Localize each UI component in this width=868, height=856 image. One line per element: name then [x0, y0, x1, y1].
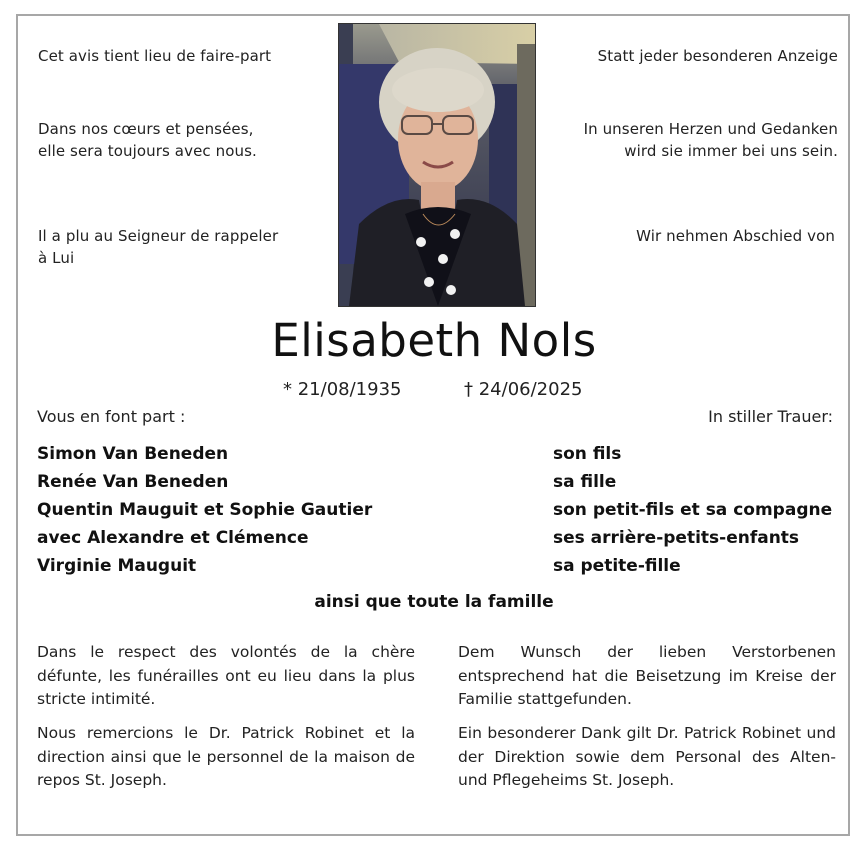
family-relation: son fils	[553, 444, 622, 464]
family-relation: ses arrière-petits-enfants	[553, 528, 800, 548]
family-member-name: Renée Van Beneden	[37, 472, 229, 492]
birth-date: * 21/08/1935	[283, 379, 402, 400]
announce-fr: Vous en font part :	[37, 407, 186, 426]
de-notice-line: Statt jeder besonderen Anzeige	[597, 47, 838, 65]
family-row	[37, 552, 837, 580]
death-date: † 24/06/2025	[464, 379, 583, 400]
announce-de: In stiller Trauer:	[708, 407, 833, 426]
family-member-name: Simon Van Beneden	[37, 444, 229, 464]
fr-quote-line-1: Dans nos cœurs et pensées,	[38, 120, 254, 138]
fr-paragraph-funeral: Dans le respect des volontés de la chère défunte, les funérailles ont eu lieu dans la plus stricte intimité.	[37, 643, 415, 708]
family-relation: son petit-fils et sa compagne	[553, 500, 833, 520]
fr-quote	[38, 118, 328, 162]
family-member-name: Virginie Mauguit	[37, 556, 197, 576]
family-closing: ainsi que toute la famille	[314, 592, 554, 612]
fr-paragraph-thanks: Nous remercions le Dr. Patrick Robinet et la direction ainsi que le personnel de la maison de repos St. Joseph.	[37, 724, 415, 789]
de-called-text: Wir nehmen Abschied von	[636, 227, 835, 245]
family-member-name: Quentin Mauguit et Sophie Gautier	[37, 500, 373, 520]
deceased-name: Elisabeth Nols	[271, 314, 597, 367]
family-member-name: avec Alexandre et Clémence	[37, 528, 309, 548]
family-row	[37, 524, 837, 552]
de-paragraph-funeral: Dem Wunsch der lieben Verstorbenen entsprechend hat die Beisetzung im Kreise der Familie stattgefunden.	[458, 643, 836, 708]
family-relation: sa petite-fille	[553, 556, 681, 576]
de-paragraph-thanks: Ein besonderer Dank gilt Dr. Patrick Robinet und der Direktion sowie dem Personal des Alten- und Pflegeheims St. Joseph.	[458, 724, 836, 789]
family-row	[37, 440, 837, 468]
portrait-photo	[338, 23, 536, 307]
family-row	[37, 496, 837, 524]
de-quote-line-1: In unseren Herzen und Gedanken	[583, 120, 838, 138]
fr-notice-line: Cet avis tient lieu de faire-part	[38, 47, 272, 65]
de-quote	[540, 118, 838, 162]
family-relation: sa fille	[553, 472, 617, 492]
family-row	[37, 468, 837, 496]
fr-called-line-1: Il a plu au Seigneur de rappeler	[38, 227, 279, 245]
de-quote-line-2: wird sie immer bei uns sein.	[624, 142, 838, 160]
fr-called-text	[38, 225, 333, 269]
fr-quote-line-2: elle sera toujours avec nous.	[38, 142, 257, 160]
fr-called-line-2: à Lui	[38, 249, 75, 267]
portrait-illustration	[339, 24, 535, 306]
